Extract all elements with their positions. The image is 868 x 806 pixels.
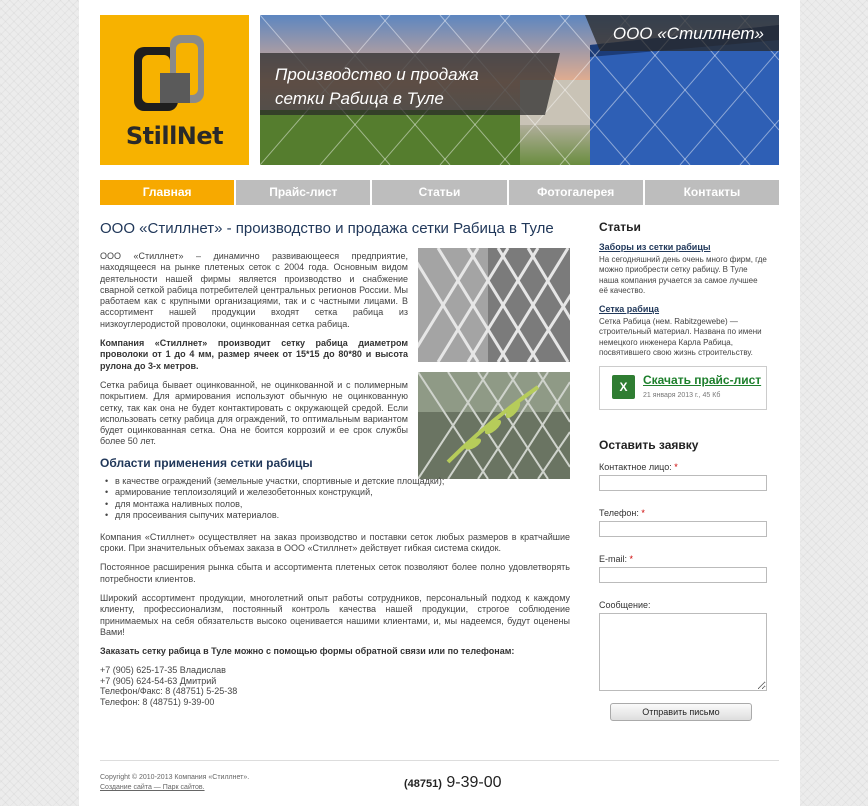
phone-code: (48751) [404,778,442,790]
article-link-mesh[interactable]: Сетка рабица [599,304,660,315]
message-textarea[interactable] [599,613,767,691]
phone-label: Телефон: * [599,508,645,519]
section-heading: Области применения сетки рабицы [100,455,313,470]
footer-phone [404,774,502,792]
paragraph-types: Сетка рабица бывает оцинкованной, не оцинкованной и с полимерным покрытием. Для армирования используют обычную не оцинкованную сетку, так как она не будет контактировать с окружающей средой. Если использовать сетку рабица для ограждений, то оптимальным вариантом будет оцинкованная сетка. Она не боится коррозий и ее срок службы более 50 лет. [100,379,408,447]
slogan-line-1: Производство и продажа [275,65,479,84]
list-item: • для монтажа наливных полов, [105,499,570,511]
article-desc: На сегодняшний день очень много фирм, где можно приобрести сетку рабицу. В Туле наша компания ручается за самое лучшее её качество. [599,255,767,295]
paragraph-quality: Широкий ассортимент продукции, многолетний опыт работы сотрудников, персональный подход к каждому клиенту, профессионализм, постоянный контроль качества нашей продукции, строгое соблюдение принимаемых на себя обязательств высоко оценивается нашими клиентами, и, мы надеемся, будут оценены Вами! [100,592,570,637]
order-call: Заказать сетку рабица в Туле можно с помощью формы обратной связи или по телефонам: [100,646,515,657]
nav-item-gallery[interactable]: Фотогалерея [509,180,643,205]
email-label: E-mail: * [599,554,634,565]
logo[interactable] [100,15,249,165]
main-nav [100,180,779,205]
body-text [100,532,570,658]
articles-title: Статьи [599,220,641,234]
nav-item-home[interactable]: Главная [100,180,234,205]
mesh-photo-1 [418,248,570,362]
usage-list [105,476,570,522]
logo-text: StillNet [125,122,224,150]
banner-slogan [275,63,575,111]
phone-list [100,665,570,707]
nav-item-contacts[interactable]: Контакты [645,180,779,205]
slogan-line-2: сетки Рабица в Туле [275,89,444,108]
main-content [100,220,570,707]
message-label: Сообщение: [599,600,651,611]
submit-button[interactable]: Отправить письмо [610,703,752,721]
header-banner [260,15,779,165]
list-item: • в качестве ограждений (земельные участки, спортивные и детские площадки); [105,476,570,488]
email-input[interactable] [599,567,767,583]
page [79,0,800,806]
download-price-link[interactable]: Скачать прайс-лист [643,373,762,388]
banner-company-name: ООО «Стиллнет» [612,24,764,43]
footer [100,760,779,793]
form-title: Оставить заявку [599,438,699,453]
contact-input[interactable] [599,475,767,491]
phone-line: Телефон: 8 (48751) 9-39-00 [100,696,215,707]
phone-line: +7 (905) 625-17-35 Владислав [100,665,226,676]
copyright-text: Copyright © 2010-2013 Компания «Стиллнет». [100,774,250,781]
paragraph-intro: ООО «Стиллнет» – динамично развивающееся предприятие, находящееся на рынке плетеных сеток с 2004 года. Основным видом деятельности нашей фирмы является производство и снабжение сварной сеткой рабица потребителей центральных регионов России. Мы работаем как с крупными организациями, так и с частными лицами. В ассортимент нашей продукции входят сетка рабица из низкоуглеродистой проволоки, оцинкованная сетка рабица. [100,251,408,329]
mesh-photo-2 [418,372,570,479]
list-item: • для просеивания сыпучих материалов. [105,510,570,522]
intro-text [100,251,408,448]
nav-item-articles[interactable]: Статьи [372,180,506,205]
phone-line: +7 (905) 624-54-63 Дмитрий [100,675,217,686]
sidebar [599,220,767,721]
price-download-box [599,366,767,410]
download-meta: 21 января 2013 г., 45 Кб [643,392,721,400]
list-item: • армирование теплоизоляций и железобетонных конструкций, [105,487,570,499]
paragraph-market: Постоянное расширения рынка сбыта и ассортимента плетеных сеток позволяют более полно удовлетворять потребности клиентов. [100,562,570,584]
article-link-fences[interactable]: Заборы из сетки рабицы [599,242,711,252]
phone-line: Телефон/Факс: 8 (48751) 5-25-38 [100,686,238,697]
page-title: ООО «Стиллнет» - производство и продажа сетки Рабица в Туле [100,220,554,237]
logo-mark-icon [130,33,210,121]
paragraph-specs: Компания «Стиллнет» производит сетку рабица диаметром проволоки от 1 до 4 мм, размер ячеек от 15*15 до 80*80 и высота рулона до 3-х метров. [100,338,408,371]
nav-item-price[interactable]: Прайс-лист [236,180,370,205]
article-desc: Сетка Рабица (нем. Rabitzgewebe) — строительный материал. Названа по имени немецкого инженера Карла Рабица, посвятившего свою жизнь строительству. [599,317,762,358]
paragraph-orders: Компания «Стиллнет» осуществляет на заказ производство и поставки сеток любых размеров в кратчайшие сроки. При значительных объемах заказа в ООО «Стиллнет» действует гибкая система скидок. [100,531,570,554]
phone-input[interactable] [599,521,767,537]
credit-link[interactable]: Создание сайта — Парк сайтов. [100,784,205,791]
phone-number: 9-39-00 [446,774,502,791]
excel-file-icon[interactable]: X [612,375,635,399]
contact-label: Контактное лицо: * [599,462,678,473]
